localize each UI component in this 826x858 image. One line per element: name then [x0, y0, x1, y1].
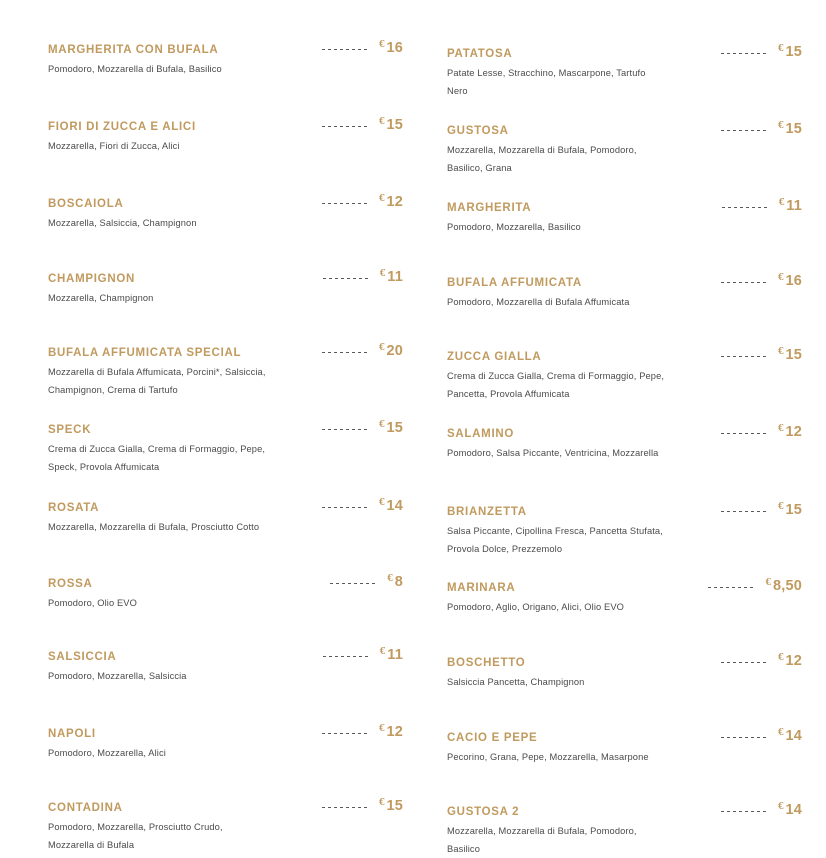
dotted-leader [721, 356, 767, 357]
price-value: 11 [387, 648, 403, 663]
menu-item-header [48, 421, 403, 437]
menu-item-description [48, 61, 403, 79]
price-value: 12 [386, 195, 403, 210]
menu-item-description [447, 674, 802, 692]
euro-icon: € [778, 423, 784, 434]
menu-item-name: GUSTOSA 2 [447, 805, 519, 819]
description-line: Patate Lesse, Stracchino, Mascarpone, Tartufo [447, 65, 802, 83]
description-line: Pomodoro, Mozzarella, Basilico [447, 219, 802, 237]
menu-item-description [447, 294, 802, 312]
menu-item-header [48, 725, 403, 741]
menu-item-price [722, 199, 802, 214]
description-line: Crema di Zucca Gialla, Crema di Formaggio, Pepe, [48, 441, 403, 459]
menu-item-description [48, 441, 403, 476]
euro-icon: € [379, 419, 385, 430]
menu-item-header [48, 648, 403, 664]
euro-icon: € [765, 577, 771, 588]
description-line: Basilico, Grana [447, 160, 802, 178]
menu-item-name: BRIANZETTA [447, 505, 527, 519]
menu-item[interactable] [48, 118, 403, 156]
description-line: Pancetta, Provola Affumicata [447, 386, 802, 404]
menu-item-description [48, 745, 403, 763]
menu-item[interactable] [48, 575, 403, 613]
menu-item-price [721, 503, 802, 518]
price-value: 8 [395, 575, 403, 590]
description-line: Pomodoro, Mozzarella, Prosciutto Crudo, [48, 819, 403, 837]
menu-item[interactable] [447, 122, 802, 177]
menu-item-name: BOSCAIOLA [48, 197, 123, 211]
dotted-leader [322, 807, 368, 808]
menu-item-description [48, 364, 403, 399]
description-line: Salsiccia Pancetta, Champignon [447, 674, 802, 692]
menu-item[interactable] [48, 344, 403, 399]
dotted-leader [322, 49, 368, 50]
menu-item-header [447, 274, 802, 290]
euro-icon: € [778, 272, 784, 283]
menu-item-header [447, 45, 802, 61]
menu-item-price [721, 45, 802, 60]
price-value: 16 [386, 41, 403, 56]
dotted-leader [721, 737, 767, 738]
menu-item-price [708, 579, 802, 594]
menu-item-name: SPECK [48, 423, 91, 437]
menu-item-price [721, 729, 802, 744]
menu-item[interactable] [447, 45, 802, 100]
menu-item-header [447, 425, 802, 441]
description-line: Pomodoro, Mozzarella di Bufala Affumicata [447, 294, 802, 312]
euro-icon: € [379, 116, 385, 127]
price-value: 11 [387, 270, 403, 285]
menu-item-price [330, 575, 403, 590]
price-value: 15 [785, 45, 802, 60]
menu-item-name: ZUCCA GIALLA [447, 350, 541, 364]
dotted-leader [322, 429, 368, 430]
menu-item[interactable] [48, 725, 403, 763]
menu-item-description [447, 599, 802, 617]
dotted-leader [330, 583, 376, 584]
dotted-leader [721, 53, 767, 54]
euro-icon: € [778, 801, 784, 812]
menu-item-name: SALSICCIA [48, 650, 116, 664]
menu-item-header [447, 348, 802, 364]
menu-item-name: SALAMINO [447, 427, 514, 441]
menu-item[interactable] [447, 729, 802, 767]
menu-item-description [447, 523, 802, 558]
price-value: 15 [386, 421, 403, 436]
menu-item-header [48, 270, 403, 286]
menu-item-header [447, 122, 802, 138]
menu-item-description [48, 668, 403, 686]
menu-item-price [322, 421, 403, 436]
price-value: 8,50 [773, 579, 802, 594]
description-line: Provola Dolce, Prezzemolo [447, 541, 802, 559]
description-line: Pomodoro, Mozzarella di Bufala, Basilico [48, 61, 403, 79]
description-line: Mozzarella di Bufala [48, 837, 403, 855]
menu-item-header [48, 118, 403, 134]
menu-item[interactable] [48, 421, 403, 476]
price-value: 12 [386, 725, 403, 740]
description-line: Mozzarella, Champignon [48, 290, 403, 308]
menu-item-price [322, 195, 403, 210]
euro-icon: € [779, 197, 785, 208]
menu-item-price [721, 122, 802, 137]
menu-item-price [323, 648, 403, 663]
price-value: 12 [785, 654, 802, 669]
menu-item[interactable] [48, 270, 403, 308]
dotted-leader [722, 207, 768, 208]
menu-item-name: BUFALA AFFUMICATA [447, 276, 582, 290]
dotted-leader [708, 587, 754, 588]
menu-item-name: CACIO E PEPE [447, 731, 537, 745]
menu-item-header [447, 503, 802, 519]
menu-item-description [447, 65, 802, 100]
euro-icon: € [379, 797, 385, 808]
price-value: 15 [386, 118, 403, 133]
menu-item-description [48, 290, 403, 308]
price-value: 14 [386, 499, 403, 514]
menu-item-price [322, 499, 403, 514]
menu-item-header [48, 799, 403, 815]
euro-icon: € [778, 501, 784, 512]
description-line: Basilico [447, 841, 802, 858]
menu-item-price [323, 270, 403, 285]
menu-item-name: MARINARA [447, 581, 515, 595]
menu-item-name: ROSSA [48, 577, 93, 591]
menu-item-price [721, 803, 802, 818]
menu-item[interactable] [48, 499, 403, 537]
menu-item-header [447, 654, 802, 670]
description-line: Pomodoro, Aglio, Origano, Alici, Olio EVO [447, 599, 802, 617]
menu-item-header [48, 41, 403, 57]
description-line: Pomodoro, Mozzarella, Salsiccia [48, 668, 403, 686]
menu-item[interactable] [48, 799, 403, 854]
dotted-leader [721, 433, 767, 434]
menu-item-description [447, 368, 802, 403]
price-value: 16 [785, 274, 802, 289]
description-line: Mozzarella, Mozzarella di Bufala, Pomodoro, [447, 823, 802, 841]
description-line: Mozzarella, Fiori di Zucca, Alici [48, 138, 403, 156]
menu-item-description [447, 749, 802, 767]
menu-item-name: GUSTOSA [447, 124, 509, 138]
description-line: Speck, Provola Affumicata [48, 459, 403, 477]
dotted-leader [322, 203, 368, 204]
dotted-leader [721, 282, 767, 283]
price-value: 15 [386, 799, 403, 814]
menu-item[interactable] [447, 348, 802, 403]
price-value: 14 [785, 729, 802, 744]
menu-item-price [721, 348, 802, 363]
menu-item-header [447, 803, 802, 819]
menu-item-name: FIORI DI ZUCCA E ALICI [48, 120, 196, 134]
euro-icon: € [778, 727, 784, 738]
description-line: Nero [447, 83, 802, 101]
menu-item-price [721, 274, 802, 289]
menu-item[interactable] [48, 648, 403, 686]
menu-item-price [721, 425, 802, 440]
menu-item[interactable] [447, 425, 802, 463]
menu-item-description [48, 138, 403, 156]
menu-item-name: NAPOLI [48, 727, 96, 741]
euro-icon: € [379, 342, 385, 353]
euro-icon: € [778, 346, 784, 357]
dotted-leader [721, 811, 767, 812]
description-line: Pomodoro, Olio EVO [48, 595, 403, 613]
description-line: Mozzarella, Mozzarella di Bufala, Pomodoro, [447, 142, 802, 160]
euro-icon: € [380, 268, 386, 279]
price-value: 11 [786, 199, 802, 214]
euro-icon: € [778, 652, 784, 663]
menu-item[interactable] [447, 274, 802, 312]
menu-item-header [447, 199, 802, 215]
menu-item-description [48, 595, 403, 613]
menu-item-name: ROSATA [48, 501, 99, 515]
euro-icon: € [380, 646, 386, 657]
menu-item-description [447, 142, 802, 177]
description-line: Mozzarella, Mozzarella di Bufala, Prosciutto Cotto [48, 519, 403, 537]
menu-item-description [48, 819, 403, 854]
description-line: Champignon, Crema di Tartufo [48, 382, 403, 400]
menu-item[interactable] [447, 803, 802, 858]
euro-icon: € [379, 193, 385, 204]
dotted-leader [322, 507, 368, 508]
menu-item-header [48, 344, 403, 360]
euro-icon: € [778, 43, 784, 54]
menu-item-name: CONTADINA [48, 801, 123, 815]
menu-item-header [447, 729, 802, 745]
menu-item-description [48, 519, 403, 537]
menu-item-header [48, 575, 403, 591]
dotted-leader [322, 733, 368, 734]
description-line: Salsa Piccante, Cipollina Fresca, Pancetta Stufata, [447, 523, 802, 541]
menu-item[interactable] [447, 199, 802, 237]
menu-item-name: MARGHERITA CON BUFALA [48, 43, 218, 57]
dotted-leader [322, 352, 368, 353]
menu-item-header [48, 499, 403, 515]
menu-item-description [447, 445, 802, 463]
price-value: 15 [785, 122, 802, 137]
dotted-leader [721, 662, 767, 663]
menu-item-name: MARGHERITA [447, 201, 531, 215]
menu-item-header [48, 195, 403, 211]
price-value: 20 [386, 344, 403, 359]
description-line: Crema di Zucca Gialla, Crema di Formaggio, Pepe, [447, 368, 802, 386]
menu-item-price [322, 118, 403, 133]
menu-item-header [447, 579, 802, 595]
menu-item[interactable] [447, 579, 802, 617]
menu-item[interactable] [447, 503, 802, 558]
price-value: 15 [785, 503, 802, 518]
menu-item-price [322, 725, 403, 740]
menu-item-name: BUFALA AFFUMICATA SPECIAL [48, 346, 241, 360]
description-line: Pomodoro, Salsa Piccante, Ventricina, Mozzarella [447, 445, 802, 463]
menu-item[interactable] [48, 41, 403, 79]
price-value: 12 [785, 425, 802, 440]
dotted-leader [323, 656, 369, 657]
price-value: 14 [785, 803, 802, 818]
dotted-leader [721, 130, 767, 131]
euro-icon: € [379, 39, 385, 50]
description-line: Mozzarella, Salsiccia, Champignon [48, 215, 403, 233]
dotted-leader [322, 126, 368, 127]
menu-item-price [721, 654, 802, 669]
menu-item-description [447, 219, 802, 237]
menu-item[interactable] [48, 195, 403, 233]
menu-item[interactable] [447, 654, 802, 692]
dotted-leader [721, 511, 767, 512]
description-line: Pecorino, Grana, Pepe, Mozzarella, Masarpone [447, 749, 802, 767]
menu-item-price [322, 344, 403, 359]
price-value: 15 [785, 348, 802, 363]
euro-icon: € [379, 497, 385, 508]
description-line: Mozzarella di Bufala Affumicata, Porcini*, Salsiccia, [48, 364, 403, 382]
menu-item-name: PATATOSA [447, 47, 512, 61]
dotted-leader [323, 278, 369, 279]
menu-item-description [48, 215, 403, 233]
menu-item-name: CHAMPIGNON [48, 272, 135, 286]
description-line: Pomodoro, Mozzarella, Alici [48, 745, 403, 763]
menu-item-price [322, 41, 403, 56]
menu-item-price [322, 799, 403, 814]
menu-item-name: BOSCHETTO [447, 656, 525, 670]
euro-icon: € [778, 120, 784, 131]
euro-icon: € [379, 723, 385, 734]
euro-icon: € [387, 573, 393, 584]
